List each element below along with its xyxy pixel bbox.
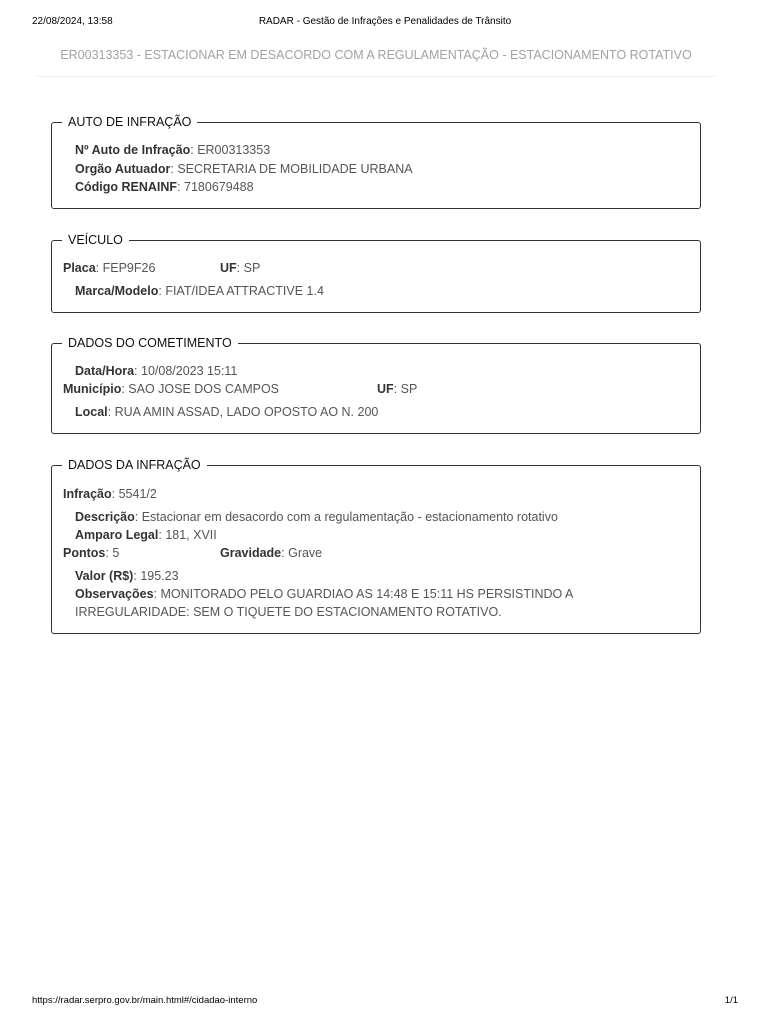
infracao-code-row: Infração: 5541/2	[63, 487, 157, 501]
descricao-value: Estacionar em desacordo com a regulamentação - estacionamento rotativo	[141, 510, 558, 524]
municipio-value: SAO JOSE DOS CAMPOS	[128, 382, 280, 396]
datahora-row: Data/Hora: 10/08/2023 15:11	[75, 364, 238, 378]
cometimento-section	[51, 336, 701, 434]
valor-label: Valor (R$)	[75, 569, 134, 583]
print-datetime: 22/08/2024, 13:58	[32, 16, 113, 27]
datahora-value: 10/08/2023 15:11	[141, 364, 238, 378]
auto-numero-value: ER00313353	[197, 143, 271, 157]
veiculo-section	[51, 233, 701, 313]
cometimento-uf-label: UF	[377, 382, 394, 396]
print-footer	[32, 995, 738, 1009]
placa-label: Placa	[63, 261, 96, 275]
section-legend-veiculo: VEÍCULO	[62, 232, 129, 248]
pontos-label: Pontos	[63, 546, 106, 560]
amparo-label: Amparo Legal	[75, 528, 159, 542]
municipio-row: Município: SAO JOSE DOS CAMPOS	[63, 382, 280, 396]
observacoes-value-line1: MONITORADO PELO GUARDIAO AS 14:48 E 15:11 HS PERSISTINDO A	[160, 587, 574, 601]
veiculo-uf-label: UF	[220, 261, 237, 275]
local-label: Local	[75, 405, 108, 419]
veiculo-uf-value: SP	[243, 261, 261, 275]
descricao-row: Descrição: Estacionar em desacordo com a regulamentação - estacionamento rotativo	[75, 510, 558, 524]
pontos-value: 5	[112, 546, 120, 560]
marca-label: Marca/Modelo	[75, 284, 159, 298]
placa-value: FEP9F26	[102, 261, 156, 275]
renainf-value: 7180679488	[184, 180, 254, 194]
renainf-row: Código RENAINF: 7180679488	[75, 180, 254, 194]
print-page-number: 1/1	[724, 995, 738, 1006]
auto-infracao-section	[51, 115, 701, 209]
infracao-section	[51, 458, 701, 634]
orgao-value: SECRETARIA DE MOBILIDADE URBANA	[177, 162, 413, 176]
pontos-row: Pontos: 5	[63, 546, 120, 560]
orgao-row: Orgão Autuador: SECRETARIA DE MOBILIDADE URBANA	[75, 162, 413, 176]
datahora-label: Data/Hora	[75, 364, 135, 378]
observacoes-row: Observações: MONITORADO PELO GUARDIAO AS 14:48 E 15:11 HS PERSISTINDO A	[75, 587, 574, 601]
amparo-row: Amparo Legal: 181, XVII	[75, 528, 217, 542]
infracao-code-label: Infração	[63, 487, 112, 501]
auto-numero-row: Nº Auto de Infração: ER00313353	[75, 143, 271, 157]
observacoes-continuation-row	[75, 604, 502, 620]
section-legend-auto: AUTO DE INFRAÇÃO	[62, 114, 197, 130]
amparo-value: 181, XVII	[165, 528, 217, 542]
local-row: Local: RUA AMIN ASSAD, LADO OPOSTO AO N. 200	[75, 405, 379, 419]
infracao-code-value: 5541/2	[118, 487, 157, 501]
cometimento-uf-value: SP	[400, 382, 418, 396]
renainf-label: Código RENAINF	[75, 180, 178, 194]
marca-value: FIAT/IDEA ATTRACTIVE 1.4	[165, 284, 324, 298]
veiculo-uf-row: UF: SP	[220, 261, 261, 275]
local-value: RUA AMIN ASSAD, LADO OPOSTO AO N. 200	[114, 405, 379, 419]
observacoes-value-line2: IRREGULARIDADE: SEM O TIQUETE DO ESTACIONAMENTO ROTATIVO.	[75, 605, 502, 619]
section-legend-cometimento: DADOS DO COMETIMENTO	[62, 335, 238, 351]
print-header	[32, 16, 738, 30]
gravidade-row: Gravidade: Grave	[220, 546, 323, 560]
valor-row: Valor (R$): 195.23	[75, 569, 179, 583]
auto-numero-label: Nº Auto de Infração	[75, 143, 191, 157]
observacoes-label: Observações	[75, 587, 154, 601]
descricao-label: Descrição	[75, 510, 135, 524]
marca-row: Marca/Modelo: FIAT/IDEA ATTRACTIVE 1.4	[75, 284, 324, 298]
gravidade-label: Gravidade	[220, 546, 282, 560]
print-title: RADAR - Gestão de Infrações e Penalidades de Trânsito	[258, 16, 512, 27]
print-url: https://radar.serpro.gov.br/main.html#/cidadao-interno	[32, 995, 258, 1006]
gravidade-value: Grave	[288, 546, 323, 560]
page-title: ER00313353 - ESTACIONAR EM DESACORDO COM A REGULAMENTAÇÃO - ESTACIONAMENTO ROTATIVO	[36, 48, 716, 77]
valor-value: 195.23	[140, 569, 179, 583]
municipio-label: Município	[63, 382, 122, 396]
cometimento-uf-row: UF: SP	[377, 382, 418, 396]
placa-row: Placa: FEP9F26	[63, 261, 156, 275]
orgao-label: Orgão Autuador	[75, 162, 171, 176]
section-legend-infracao: DADOS DA INFRAÇÃO	[62, 457, 207, 473]
